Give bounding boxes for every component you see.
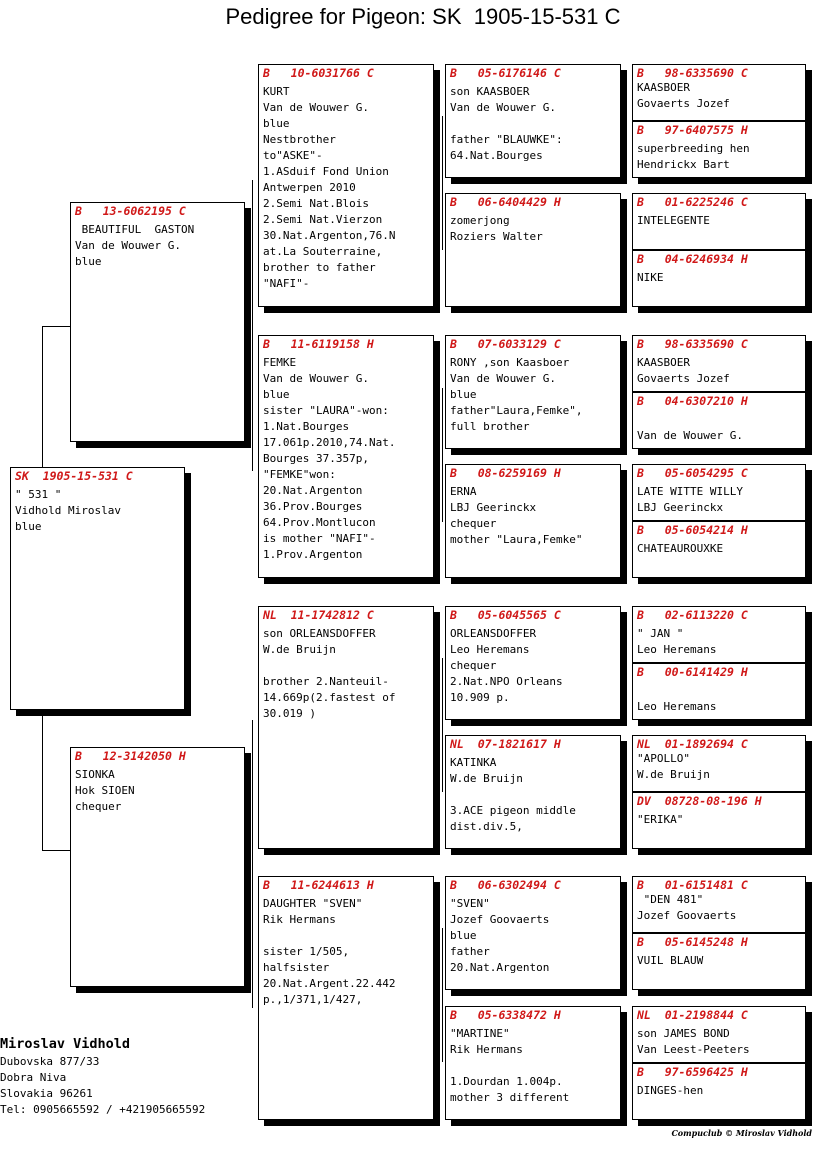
page-title: Pedigree for Pigeon: SK 1905-15-531 C [225, 4, 621, 29]
ring-number: B 05-6045565 C [450, 608, 561, 622]
pigeon-info: son ORLEANSDOFFER W.de Bruijn brother 2.Nanteuil- 14.669p(2.fastest of 30.019 ) [263, 627, 396, 720]
pigeon-info: "MARTINE" Rik Hermans 1.Dourdan 1.004p. mother 3 different [450, 1027, 570, 1104]
pedigree-card [258, 876, 434, 1120]
pigeon-info: son KAASBOER Van de Wouwer G. father "BLAUWKE": 64.Nat.Bourges [450, 85, 563, 162]
ring-number: B 97-6596425 H [637, 1065, 748, 1079]
ring-number: NL 01-2198844 C [637, 1008, 748, 1022]
pigeon-info: LATE WITTE WILLY LBJ Geerinckx [637, 485, 743, 514]
connector-line [42, 326, 43, 467]
pigeon-info: SIONKA Hok SIOEN chequer [75, 768, 135, 813]
pedigree-card [632, 933, 806, 990]
ring-number: B 04-6307210 H [637, 394, 748, 408]
pigeon-info: Leo Heremans [637, 700, 717, 713]
pedigree-card [445, 735, 621, 849]
ring-number: B 98-6335690 C [637, 66, 748, 80]
pigeon-info: Van de Wouwer G. [637, 429, 743, 442]
pigeon-info: ERNA LBJ Geerinckx chequer mother "Laura,Femke" [450, 485, 583, 546]
pedigree-card [632, 606, 806, 663]
ring-number: NL 01-1892694 C [637, 737, 748, 751]
pigeon-info: son JAMES BOND Van Leest-Peeters [637, 1027, 750, 1056]
ring-number: B 11-6244613 H [263, 878, 374, 892]
pigeon-info: DINGES-hen [637, 1084, 704, 1097]
pedigree-card [632, 392, 806, 449]
pedigree-card [445, 193, 621, 307]
ring-number: B 05-6176146 C [450, 66, 561, 80]
pigeon-info: "SVEN" Jozef Goovaerts blue father 20.Nat.Argenton [450, 897, 550, 974]
ring-number: B 05-6145248 H [637, 935, 748, 949]
pedigree-card [445, 876, 621, 990]
pigeon-info: BEAUTIFUL GASTON Van de Wouwer G. blue [75, 223, 195, 268]
ring-number: B 04-6246934 H [637, 252, 748, 266]
ring-number: B 06-6302494 C [450, 878, 561, 892]
footer-credit: Compuclub © Miroslav Vidhold [671, 1128, 812, 1138]
pedigree-card [445, 606, 621, 720]
pigeon-info: KURT Van de Wouwer G. blue Nestbrother to"ASKE"- 1.ASduif Fond Union Antwerpen 2010 2.Semi Nat.Blois 2.Semi Nat.Vierzon 30.Nat.Argenton,76.N at.La Souterraine, brother to father "NAFI"- [263, 85, 396, 290]
ring-number: B 05-6054214 H [637, 523, 748, 537]
pigeon-info: CHATEAUROUXKE [637, 542, 724, 555]
pigeon-info: ORLEANSDOFFER Leo Heremans chequer 2.Nat.NPO Orleans 10.909 p. [450, 627, 563, 704]
pedigree-card [632, 1063, 806, 1120]
ring-number: NL 07-1821617 H [450, 737, 561, 751]
pigeon-info: " 531 " Vidhold Miroslav blue [15, 488, 121, 533]
pigeon-info: VUIL BLAUW [637, 954, 704, 967]
pedigree-card [258, 606, 434, 849]
owner-address: Dubovska 877/33 Dobra Niva Slovakia 96261 Tel: 0905665592 / +421905665592 [0, 1055, 206, 1116]
pedigree-card [258, 64, 434, 307]
connector-line [442, 388, 443, 522]
ring-number: SK 1905-15-531 C [15, 469, 133, 483]
pigeon-info: KAASBOER Govaerts Jozef [637, 356, 730, 385]
connector-line [252, 720, 253, 1008]
pigeon-info: "DEN 481" Jozef Goovaerts [637, 893, 737, 922]
connector-line [442, 658, 443, 792]
pedigree-card [258, 335, 434, 578]
pedigree-card [632, 64, 806, 121]
ring-number: B 06-6404429 H [450, 195, 561, 209]
ring-number: B 12-3142050 H [75, 749, 186, 763]
pigeon-info: FEMKE Van de Wouwer G. blue sister "LAURA"-won: 1.Nat.Bourges 17.061p.2010,74.Nat. Bourges 37.357p, "FEMKE"won: 20.Nat.Argenton 36.Prov.Bourges 64.Prov.Montlucon is mother "NAFI"- 1.Prov.Argenton [263, 356, 396, 561]
pedigree-card [632, 663, 806, 720]
connector-line [252, 180, 253, 471]
pigeon-info: KATINKA W.de Bruijn 3.ACE pigeon middle dist.div.5, [450, 756, 576, 833]
pigeon-info: "ERIKA" [637, 813, 684, 826]
pedigree-card [632, 521, 806, 578]
pedigree-card-dam [70, 747, 245, 987]
connector-line [442, 928, 443, 1062]
pigeon-info: " JAN " Leo Heremans [637, 627, 717, 656]
pigeon-info: KAASBOER Govaerts Jozef [637, 81, 730, 110]
ring-number: B 08-6259169 H [450, 466, 561, 480]
ring-number: NL 11-1742812 C [263, 608, 374, 622]
pigeon-info: zomerjong Roziers Walter [450, 214, 543, 243]
pedigree-card [445, 1006, 621, 1120]
connector-line [442, 116, 443, 250]
owner-block [0, 1034, 205, 1118]
connector-line [42, 713, 43, 850]
connector-line [42, 326, 70, 327]
owner-name: Miroslav Vidhold [0, 1036, 131, 1052]
ring-number: B 01-6225246 C [637, 195, 748, 209]
pedigree-card-sire [70, 202, 245, 442]
pedigree-card [632, 792, 806, 849]
pedigree-card [445, 64, 621, 178]
ring-number: B 98-6335690 C [637, 337, 748, 351]
ring-number: B 10-6031766 C [263, 66, 374, 80]
ring-number: B 11-6119158 H [263, 337, 374, 351]
ring-number: DV 08728-08-196 H [637, 794, 762, 808]
pigeon-info: NIKE [637, 271, 664, 284]
pedigree-card [632, 464, 806, 521]
pedigree-card [632, 250, 806, 307]
pedigree-card [632, 735, 806, 792]
ring-number: B 05-6054295 C [637, 466, 748, 480]
pedigree-card [632, 876, 806, 933]
ring-number: B 02-6113220 C [637, 608, 748, 622]
pedigree-card [632, 335, 806, 392]
pedigree-card [445, 464, 621, 578]
pigeon-info: superbreeding hen Hendrickx Bart [637, 142, 750, 171]
ring-number: B 01-6151481 C [637, 878, 748, 892]
pigeon-info: "APOLLO" W.de Bruijn [637, 752, 710, 781]
ring-number: B 05-6338472 H [450, 1008, 561, 1022]
ring-number: B 97-6407575 H [637, 123, 748, 137]
ring-number: B 13-6062195 C [75, 204, 186, 218]
pedigree-card [632, 121, 806, 178]
ring-number: B 00-6141429 H [637, 665, 748, 679]
pedigree-card [445, 335, 621, 449]
ring-number: B 07-6033129 C [450, 337, 561, 351]
pigeon-info: DAUGHTER "SVEN" Rik Hermans sister 1/505, halfsister 20.Nat.Argent.22.442 p.,1/371,1/427, [263, 897, 396, 1006]
pedigree-card [632, 193, 806, 250]
pedigree-card [632, 1006, 806, 1063]
pigeon-info: INTELEGENTE [637, 214, 710, 227]
pedigree-card-subject [10, 467, 185, 710]
pigeon-info: RONY ,son Kaasboer Van de Wouwer G. blue father"Laura,Femke", full brother [450, 356, 583, 433]
connector-line [42, 850, 70, 851]
